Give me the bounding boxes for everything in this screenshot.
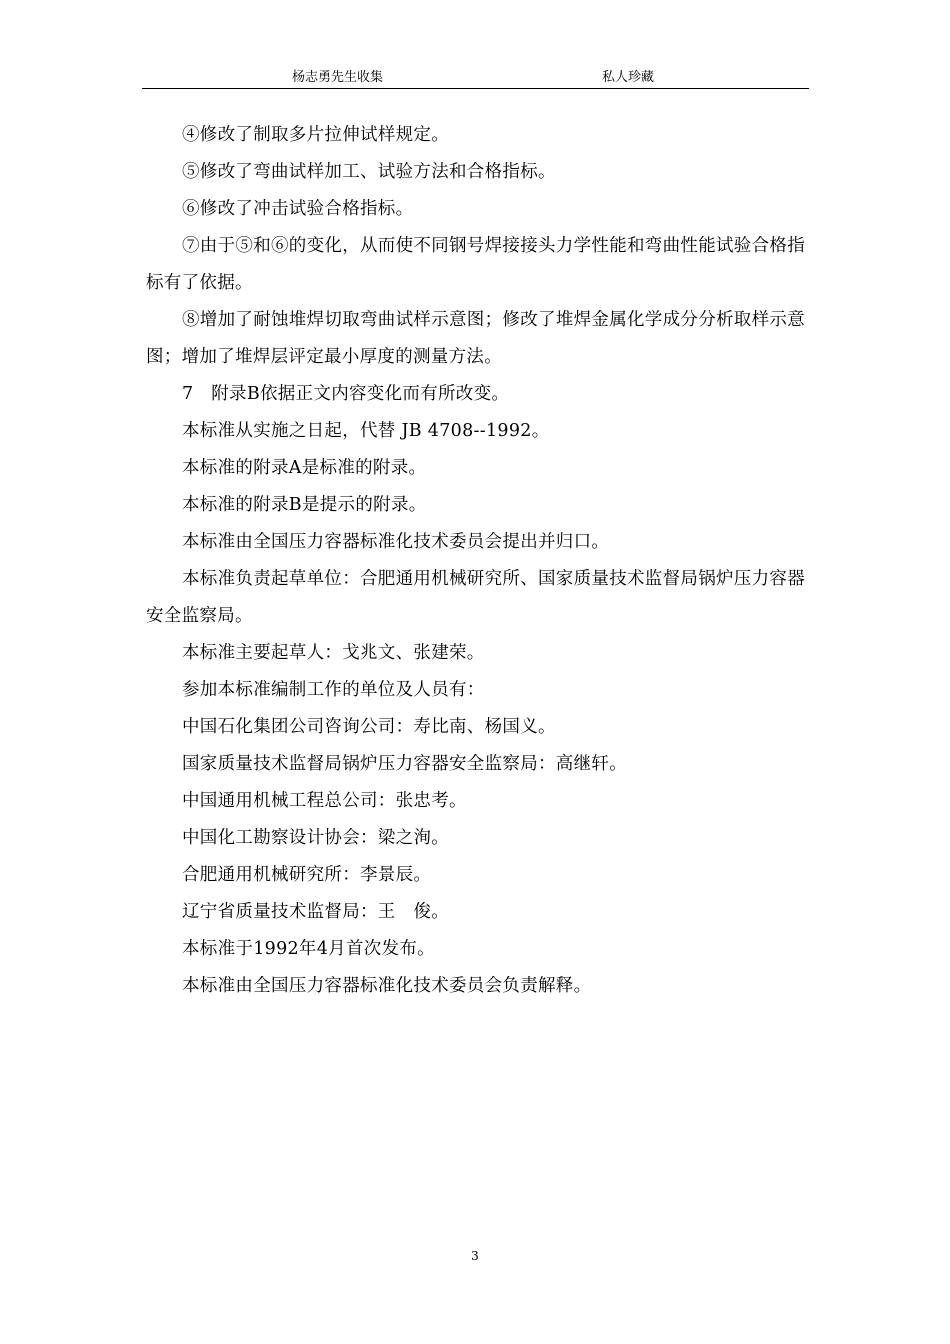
paragraph: 本标准的附录A是标准的附录。 — [182, 458, 427, 478]
paragraph: 中国化工勘察设计协会：梁之洵。 — [182, 828, 449, 848]
header-collector: 杨志勇先生收集 — [292, 70, 384, 85]
paragraph: ⑧增加了耐蚀堆焊切取弯曲试样示意图；修改了堆焊金属化学成分分析取样示意图；增加了堆焊层评定最小厚度的测量方法。 — [146, 310, 805, 367]
paragraph: 7 附录B依据正文内容变化而有所改变。 — [182, 384, 510, 404]
header-private-collection: 私人珍藏 — [602, 70, 655, 85]
paragraph: 本标准于1992年4月首次发布。 — [182, 939, 435, 959]
paragraph: 参加本标准编制工作的单位及人员有： — [182, 680, 485, 700]
paragraph: ⑦由于⑤和⑥的变化，从而使不同钢号焊接接头力学性能和弯曲性能试验合格指标有了依据。 — [146, 236, 805, 293]
paragraph: 辽宁省质量技术监督局：王 俊。 — [182, 902, 449, 922]
page-number: 3 — [471, 1249, 479, 1263]
paragraph: ④修改了制取多片拉伸试样规定。 — [182, 125, 449, 145]
page-header — [142, 66, 809, 89]
paragraph: 本标准的附录B是提示的附录。 — [182, 495, 427, 515]
paragraph: 中国通用机械工程总公司：张忠考。 — [182, 791, 467, 811]
paragraph: 本标准负责起草单位：合肥通用机械研究所、国家质量技术监督局锅炉压力容器安全监察局。 — [146, 569, 805, 626]
paragraph: 本标准从实施之日起，代替 JB 4708--1992。 — [182, 421, 550, 441]
document-body — [146, 117, 810, 1005]
paragraph: 合肥通用机械研究所：李景辰。 — [182, 865, 432, 885]
paragraph: 本标准主要起草人：戈兆文、张建荣。 — [182, 643, 485, 663]
paragraph: 本标准由全国压力容器标准化技术委员会提出并归口。 — [182, 532, 610, 552]
paragraph: 本标准由全国压力容器标准化技术委员会负责解释。 — [182, 976, 592, 996]
paragraph: 国家质量技术监督局锅炉压力容器安全监察局：高继轩。 — [182, 754, 627, 774]
paragraph: 中国石化集团公司咨询公司：寿比南、杨国义。 — [182, 717, 556, 737]
paragraph: ⑥修改了冲击试验合格指标。 — [182, 199, 414, 219]
paragraph: ⑤修改了弯曲试样加工、试验方法和合格指标。 — [182, 162, 556, 182]
